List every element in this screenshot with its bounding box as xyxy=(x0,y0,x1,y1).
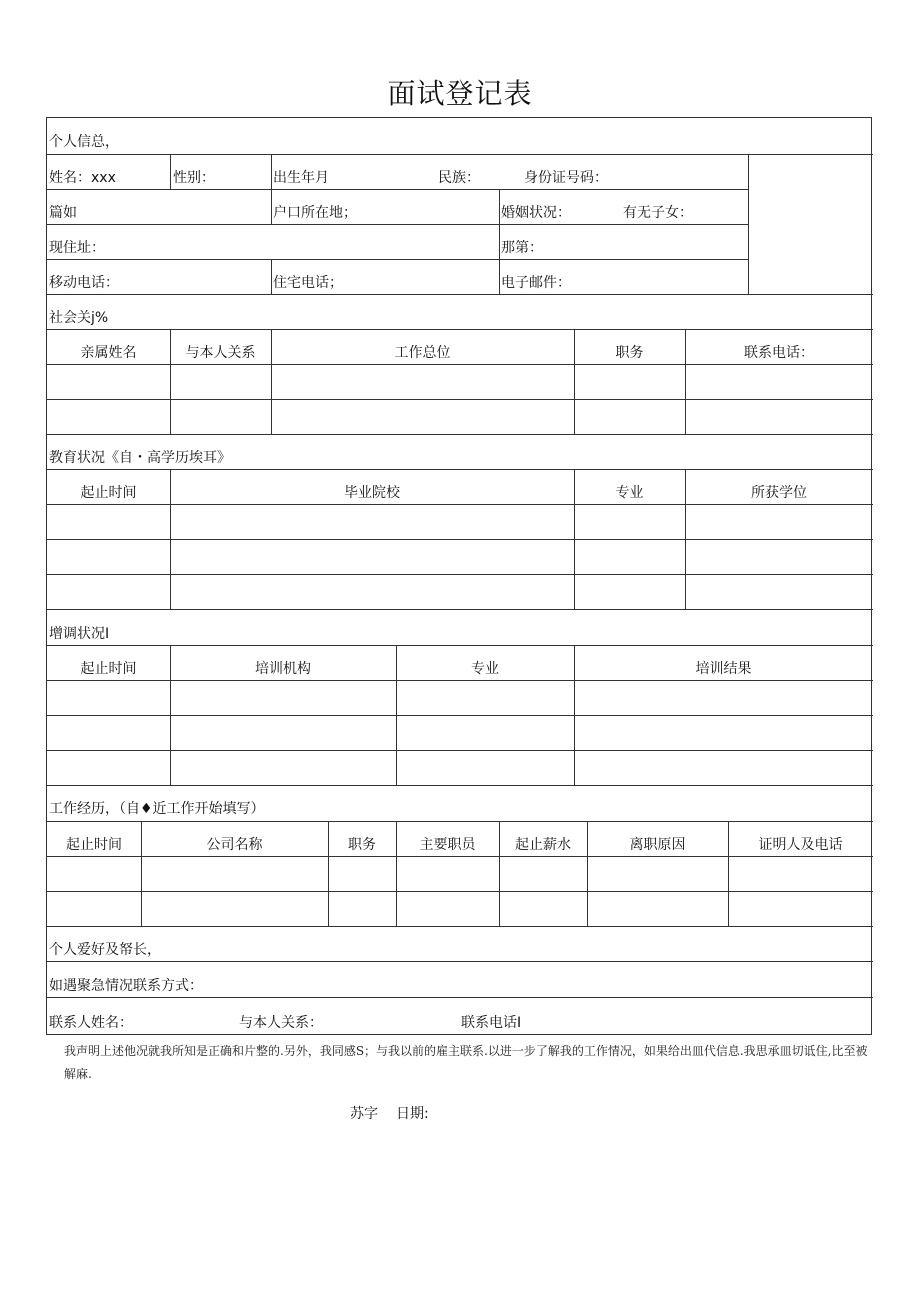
children-label: 有无子女： xyxy=(623,205,693,221)
divider xyxy=(170,154,171,189)
divider xyxy=(47,609,873,610)
hobbies-label: 个人爱好及帑长， xyxy=(49,942,161,958)
edu-header-school: 毕业院校 xyxy=(344,485,400,501)
training-header-period: 起止时间 xyxy=(80,661,137,677)
divider xyxy=(499,259,500,294)
social-header-name: 亲属姓名 xyxy=(80,345,137,361)
divider xyxy=(47,997,873,998)
work-header-period: 起止时间 xyxy=(66,837,122,853)
work-header-duties: 主要职员 xyxy=(419,837,476,853)
divider xyxy=(271,259,272,294)
work-header-reference: 证明人及电话 xyxy=(758,837,843,853)
social-header-phone: 联系电话： xyxy=(744,345,814,361)
divider xyxy=(47,294,873,295)
divider xyxy=(47,961,873,962)
edu-header-period: 起止时间 xyxy=(80,485,137,501)
divider xyxy=(47,891,873,892)
work-header-position: 职务 xyxy=(348,837,376,853)
birth-label: 出生年月 xyxy=(273,170,329,186)
divider xyxy=(47,785,873,786)
work-header-company: 公司名称 xyxy=(206,837,263,853)
gender-label: 性别： xyxy=(173,170,215,186)
address-label: 现住址： xyxy=(49,240,105,256)
edu-header-degree: 所获学位 xyxy=(751,485,807,501)
emergency-relation-label: 与本人关系： xyxy=(239,1015,323,1031)
marital-status-label: 婚姻状况： xyxy=(501,205,571,221)
edu-header-major: 专业 xyxy=(615,485,644,501)
signature-label: 苏字 xyxy=(350,1106,378,1122)
name-label: 姓名：xxx xyxy=(49,170,116,186)
education-section-title: 教育状况《自・高学历埃耳》 xyxy=(49,450,231,466)
divider xyxy=(499,224,500,259)
social-section-title: 社会关j% xyxy=(49,310,109,326)
divider xyxy=(271,154,272,189)
social-header-position: 职务 xyxy=(615,345,644,361)
work-section-title: 工作经历，（自♦近工作开始填写） xyxy=(49,801,265,817)
training-section-title: 增调状况I xyxy=(49,626,110,642)
personal-section-title: 个人信总， xyxy=(49,134,119,150)
social-header-relation: 与本人关系 xyxy=(185,345,256,361)
id-number-label: 身份证号码： xyxy=(524,170,608,186)
ethnic-label: 民族： xyxy=(438,170,480,186)
native-place-label: 篇如 xyxy=(49,205,77,221)
training-header-major: 专业 xyxy=(471,661,499,677)
training-header-result: 培训结果 xyxy=(695,661,752,677)
email-label: 电子邮件： xyxy=(501,275,571,291)
training-header-institution: 培训机构 xyxy=(255,661,311,677)
hukou-label: 户口所在地； xyxy=(273,205,357,221)
social-header-workplace: 工作总位 xyxy=(394,345,451,361)
divider xyxy=(499,189,500,224)
divider xyxy=(748,154,749,294)
date-label: 日期: xyxy=(396,1106,429,1122)
work-header-reason: 离职原因 xyxy=(629,837,686,853)
work-header-salary: 起止薪水 xyxy=(515,837,571,853)
home-phone-label: 住宅电话； xyxy=(273,275,343,291)
declaration-text: 我声明上述他况就我所知是正确和片整的.另外，我同感S；与我以前的雇主联系.以进一步了解我的工作情况，如果给出皿代信息.我思承皿切诋住,比至被解麻. xyxy=(64,1044,868,1081)
mobile-label: 移动电话： xyxy=(49,275,119,291)
divider xyxy=(47,926,873,927)
registration-form xyxy=(46,117,872,1035)
zip-label: 那第： xyxy=(501,240,543,256)
emergency-label: 如遇聚急情况联系方式： xyxy=(49,978,203,994)
divider xyxy=(47,434,873,435)
divider xyxy=(47,821,873,822)
divider xyxy=(47,259,748,260)
page-title: 面试登记表 xyxy=(387,77,533,110)
divider xyxy=(271,189,272,224)
emergency-contact-name-label: 联系人姓名： xyxy=(49,1015,133,1031)
divider xyxy=(47,224,748,225)
divider xyxy=(47,856,873,857)
emergency-phone-label: 联系电话I xyxy=(461,1015,522,1031)
divider xyxy=(47,189,748,190)
